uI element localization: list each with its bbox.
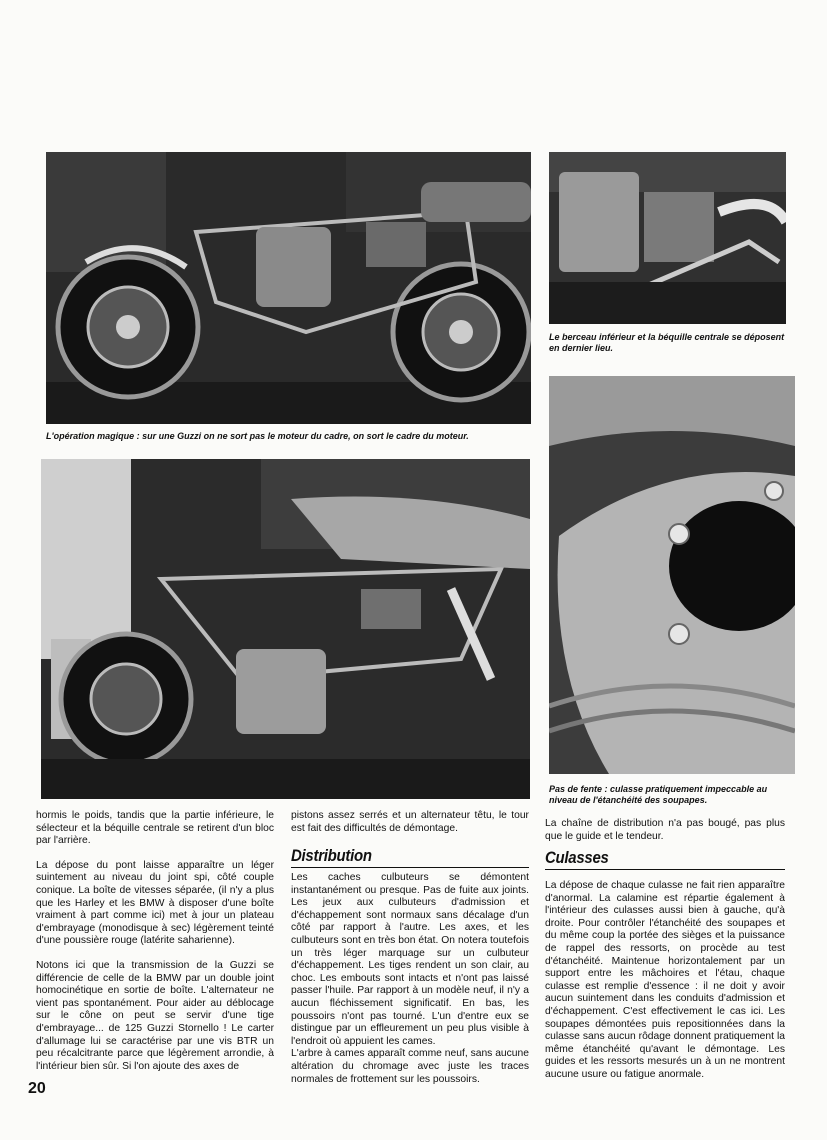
col3-paragraph-2: La dépose de chaque culasse ne fait rien apparaître d'anormal. La calamine est répartie également à l'intérieur des culasses aussi bien à gauche, qu'à droite. Pour contrôler l'étanchéité des soupapes et du même coup la portée des sièges et la puissance de rappel des ressorts, on procède au test d'étanchéité. Maintenue horizontalement par un support entre les mâchoires et l'étau, chaque culasse est remplie d'essence : il ne doit y avoir aucun suintement dans les conduits d'admission et d'échappement. C'est effectivement le cas ici. Les soupapes démontées puis repositionnées dans la culasse sans aucun rôdage donnent pratiquement la même étanchéité qu'avant le démontage. Les guides et les ressorts mesurés un à un ne montrent aucune usure ou fatigue anormale.: [545, 880, 785, 1080]
col1-paragraph-2: La dépose du pont laisse apparaître un léger suintement au niveau du joint spi, côté couple conique. La boîte de vitesses séparée, (il n'y a plus que les Harley et les BMW à disposer d'une boîte vraiment à part comme ici) met à jour un plateau d'embrayage (monodisque à sec) légèrement teinté d'une poussière rouge (latérite saharienne).: [36, 859, 274, 947]
motorcycle-image: [46, 152, 531, 424]
col2-paragraph-2: Les caches culbuteurs se démontent instantanément ou presque. Pas de fuite aux joints. Les jeux aux culbuteurs d'admission et d'échappement sont normaux sans décalage d'un côté par rapport à l'autre. Les axes, et les culbuteurs sont en très bon état. On notera toutefois un très léger marquage sur un culbuteur d'échappement. Les tiges rendent un son clair, au choc. Les embouts sont intacts et n'ont pas laissé passer l'huile. Par rapport à un modèle neuf, il n'y a aucun fléchissement significatif. En bas, les poussoirs n'ont pas tourné. L'un d'entre eux se distingue par un effleurement un peu plus visible à l'endroit où appuient les cames.: [291, 872, 529, 1047]
photo-motorcycle: [46, 152, 531, 424]
section-heading-distribution: Distribution: [291, 846, 372, 865]
article-column-1: [36, 810, 274, 1073]
col2-paragraph-1: pistons assez serrés et un alternateur têtu, le tour est fait des difficultés de démontage.: [291, 810, 529, 834]
col3-paragraph-1: La chaîne de distribution n'a pas bougé, pas plus que le guide et le tendeur.: [545, 818, 785, 842]
caption-photo1: L'opération magique : sur une Guzzi on ne sort pas le moteur du cadre, on sort le cadre du moteur.: [46, 431, 469, 441]
photo-cradle: [549, 152, 786, 324]
article-column-2-body: [291, 872, 529, 1086]
section-heading-culasses: Culasses: [545, 848, 609, 867]
heading-rule-distribution: [291, 867, 529, 868]
col2-paragraph-3: L'arbre à cames apparaît comme neuf, sans aucune altération du chromage avec juste les traces normales de frottement sur les poussoirs.: [291, 1048, 529, 1085]
cylinder-head-image: [549, 376, 795, 774]
photo-cylinder-head: [549, 376, 795, 774]
article-column-2: [291, 810, 529, 835]
article-column-3: [545, 818, 785, 843]
page-number: 20: [28, 1080, 46, 1097]
col1-paragraph-3: Notons ici que la transmission de la Guzzi se différencie de celle de la BMW par un double joint homocinétique en sortie de boîte. L'alternateur ne vient pas spontanément. Pour aider au déblocage sur le cône on peut se servir d'une tige d'embrayage... de 125 Guzzi Stornello ! Le carter d'allumage lui se caractérise par une vis BTR un peu récalcitrante parce que légèrement arrondie, à l'intérieur bien sûr. Si l'on ajoute des axes de: [36, 959, 274, 1072]
cradle-image: [549, 152, 786, 324]
photo-frame: [41, 459, 530, 799]
heading-rule-culasses: [545, 869, 785, 870]
caption-photo4: Pas de fente : culasse pratiquement impeccable au niveau de l'étanchéité des soupapes.: [549, 784, 768, 805]
article-column-3-body: [545, 880, 785, 1082]
col1-paragraph-1: hormis le poids, tandis que la partie inférieure, le sélecteur et la béquille centrale se retirent d'un bloc par l'arrière.: [36, 810, 274, 847]
frame-image: [41, 459, 530, 799]
caption-photo2: Le berceau inférieur et la béquille centrale se déposent en dernier lieu.: [549, 332, 785, 353]
